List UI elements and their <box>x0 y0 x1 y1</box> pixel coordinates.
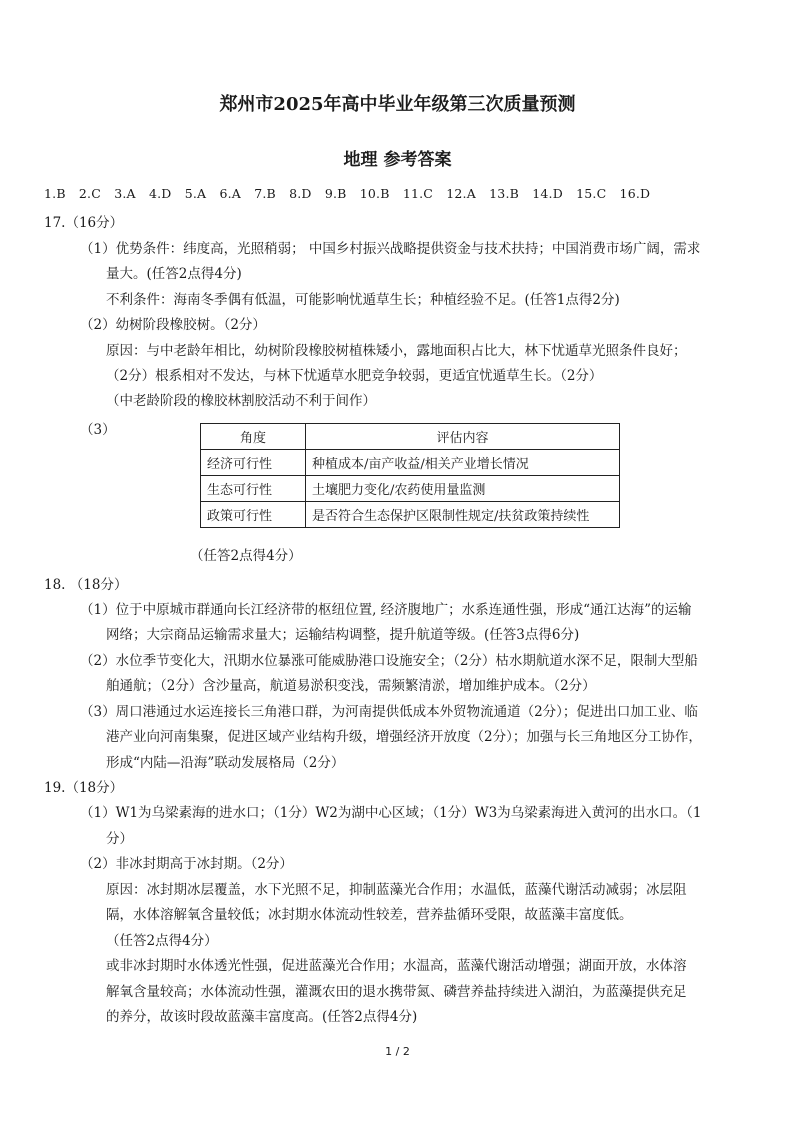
q17-p2-line: （2）幼树阶段橡胶树。（2分） <box>80 317 266 333</box>
q17-p2-line: （中老龄阶段的橡胶林割胶活动不利于间作） <box>106 393 376 409</box>
q19-p2-line: 的养分，故该时段故蓝藻丰富度高。(任答2点得4分) <box>106 1009 418 1025</box>
table-row <box>201 476 620 502</box>
q19-p2-line: 解氧含量较高；水体流动性强，灌溉农田的退水携带氮、磷营养盐持续进入湖泊，为蓝藻提供充足 <box>106 984 687 1000</box>
choice-answers-line <box>44 186 659 201</box>
choice-answer: 7.B <box>254 186 276 201</box>
q17-p1-line: 量大。(任答2点得4分) <box>106 266 242 282</box>
q19-p2-line: （2）非冰封期高于冰封期。（2分） <box>80 856 293 872</box>
choice-answer: 15.C <box>576 186 607 201</box>
q18-p3-line: （3）周口港通过水运连接长三角港口群，为河南提供低成本外贸物流通道（2分）；促进出口加工业、临 <box>80 704 698 720</box>
table-cell: 种植成本/亩产收益/相关产业增长情况 <box>306 450 620 476</box>
q18-heading: 18. （18分） <box>44 577 128 593</box>
q18-p2-line: （2）水位季节变化大，汛期水位暴涨可能威胁港口设施安全；（2分）枯水期航道水深不足，限制大型船 <box>80 653 698 669</box>
choice-answer: 8.D <box>289 186 312 201</box>
q19-p2-line: 原因：冰封期冰层覆盖，水下光照不足，抑制蓝藻光合作用；水温低，蓝藻代谢活动减弱；冰层阻 <box>106 882 687 898</box>
q17-p1-line: 不利条件：海南冬季偶有低温，可能影响忧遁草生长；种植经验不足。(任答1点得2分) <box>106 292 620 308</box>
q19-heading: 19.（18分） <box>44 780 124 796</box>
choice-answer: 13.B <box>489 186 520 201</box>
choice-answer: 16.D <box>619 186 651 201</box>
page-subtitle: 地理 参考答案 <box>343 150 452 170</box>
q19-p2-line: 隔，水体溶解氧含量较低；冰封期水体流动性较差，营养盐循环受限，故蓝藻丰富度低。 <box>106 907 633 923</box>
choice-answer: 10.B <box>359 186 390 201</box>
table-cell: 土壤肥力变化/农药使用量监测 <box>306 476 620 502</box>
choice-answer: 3.A <box>114 186 136 201</box>
q18-p3-line: 形成“内陆—沿海”联动发展格局（2分） <box>106 755 345 771</box>
table-row <box>201 450 620 476</box>
table-header-row <box>201 424 620 450</box>
q17-p2-line: （2分）根系相对不发达，与林下忧遁草水肥竞争较弱，更适宜忧遁草生长。（2分） <box>106 368 603 384</box>
choice-answer: 2.C <box>78 186 101 201</box>
table-cell: 是否符合生态保护区限制性规定/扶贫政策持续性 <box>306 502 620 528</box>
q18-p1-line: （1）位于中原城市群通向长江经济带的枢纽位置, 经济腹地广；水系连通性强，形成“通江达海”的运输 <box>80 602 692 618</box>
q17-heading: 17.（16分） <box>44 215 124 231</box>
table-row <box>201 502 620 528</box>
choice-answer: 9.B <box>324 186 347 201</box>
q17-p2-line: 原因：与中老龄年相比，幼树阶段橡胶树植株矮小，露地面积占比大，林下忧遁草光照条件良好； <box>106 343 687 359</box>
q18-p2-line: 舶通航；（2分）含沙量高，航道易淤积变浅，需频繁清淤，增加维护成本。（2分） <box>106 678 596 694</box>
table-header-cell: 评估内容 <box>306 424 620 450</box>
choice-answer: 11.C <box>402 186 434 201</box>
choice-answer: 6.A <box>219 186 241 201</box>
choice-answer: 12.A <box>446 186 476 201</box>
table-header-cell: 角度 <box>201 424 306 450</box>
q19-p1-line: （1）W1为乌梁素海的进水口；（1分）W2为湖中心区域；（1分）W3为乌梁素海进入黄河的出水口。（1 <box>80 805 702 821</box>
page-title: 郑州市2025年高中毕业年级第三次质量预测 <box>219 94 576 115</box>
evaluation-table <box>200 423 620 528</box>
q18-p1-line: 网络；大宗商品运输需求量大；运输结构调整，提升航道等级。(任答3点得6分) <box>106 627 580 643</box>
q18-p3-line: 港产业向河南集聚，促进区域产业结构升级，增强经济开放度（2分）；加强与长三角地区分工协作， <box>106 729 702 745</box>
choice-answer: 14.D <box>532 186 563 201</box>
q17-p1-line: （1）优势条件：纬度高，光照稍弱； 中国乡村振兴战略提供资金与技术扶持；中国消费市场广阔，需求 <box>80 241 701 257</box>
q19-p1-line: 分） <box>106 831 133 847</box>
q19-p2-line: 或非冰封期时水体透光性强，促进蓝藻光合作用；水温高，蓝藻代谢活动增强；湖面开放，水体溶 <box>106 958 687 974</box>
q17-p3-note: （任答2点得4分） <box>190 548 302 564</box>
page-number: 1 / 2 <box>385 1045 410 1058</box>
q19-p2-line: （任答2点得4分） <box>106 933 218 949</box>
q17-p3-label: （3） <box>80 422 116 438</box>
table-cell: 政策可行性 <box>201 502 306 528</box>
choice-answer: 4.D <box>148 186 172 201</box>
choice-answer: 1.B <box>44 186 66 201</box>
table-cell: 经济可行性 <box>201 450 306 476</box>
choice-answer: 5.A <box>184 186 207 201</box>
table-cell: 生态可行性 <box>201 476 306 502</box>
